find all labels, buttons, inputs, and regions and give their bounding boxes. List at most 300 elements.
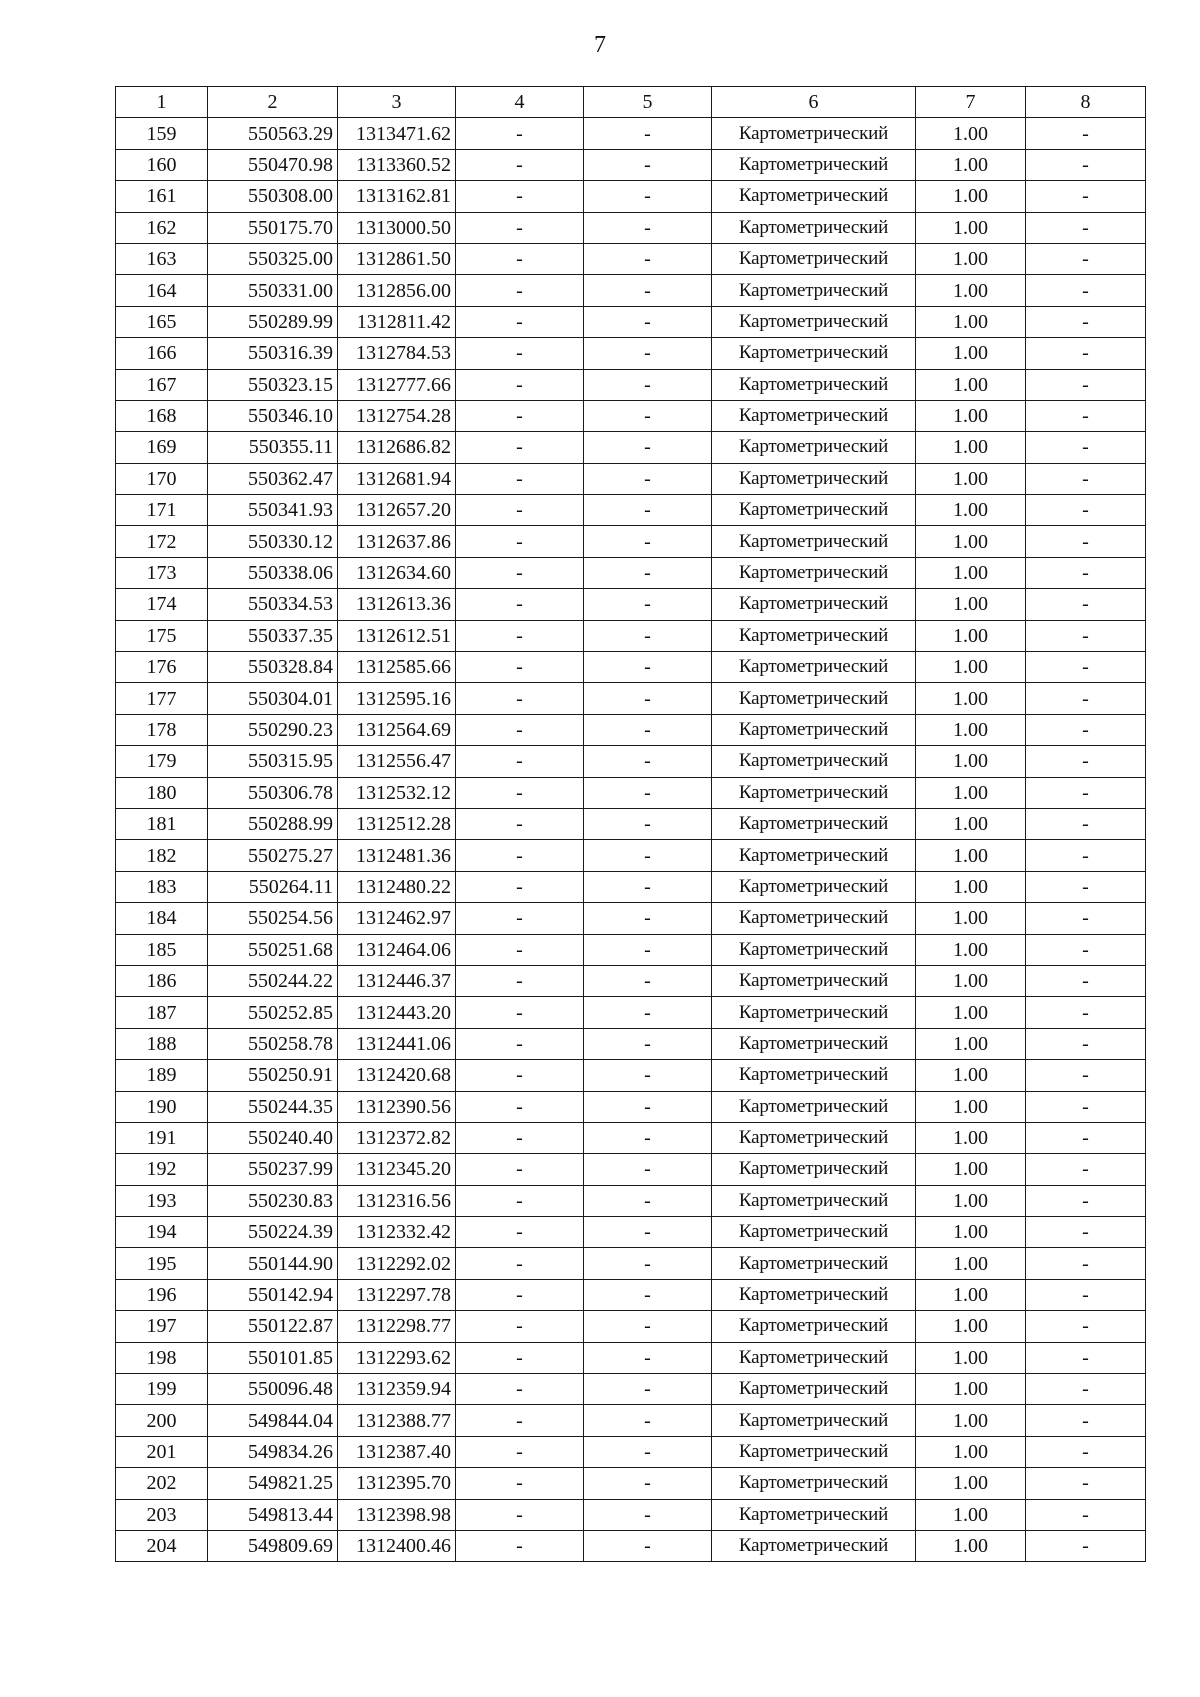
cell-col-8: -	[1026, 463, 1146, 494]
cell-coord-y: 1312681.94	[338, 463, 456, 494]
cell-col-5: -	[584, 463, 712, 494]
column-header-7: 7	[916, 87, 1026, 118]
cell-point-number: 188	[116, 1028, 208, 1059]
cell-point-number: 191	[116, 1122, 208, 1153]
cell-accuracy: 1.00	[916, 1374, 1026, 1405]
cell-col-5: -	[584, 965, 712, 996]
table-row	[116, 777, 1146, 808]
cell-point-number: 173	[116, 557, 208, 588]
table-header	[116, 87, 1146, 118]
cell-method: Картометрический	[712, 369, 916, 400]
cell-col-5: -	[584, 526, 712, 557]
cell-accuracy: 1.00	[916, 746, 1026, 777]
cell-coord-x: 550224.39	[208, 1217, 338, 1248]
cell-col-4: -	[456, 1091, 584, 1122]
table-row	[116, 1342, 1146, 1373]
cell-coord-x: 549821.25	[208, 1468, 338, 1499]
cell-accuracy: 1.00	[916, 1060, 1026, 1091]
cell-coord-x: 550252.85	[208, 997, 338, 1028]
cell-coord-y: 1312400.46	[338, 1530, 456, 1561]
table-row	[116, 1311, 1146, 1342]
cell-coord-x: 550101.85	[208, 1342, 338, 1373]
cell-coord-x: 550289.99	[208, 306, 338, 337]
cell-col-8: -	[1026, 965, 1146, 996]
cell-col-8: -	[1026, 777, 1146, 808]
cell-col-5: -	[584, 181, 712, 212]
cell-accuracy: 1.00	[916, 1217, 1026, 1248]
cell-col-4: -	[456, 1060, 584, 1091]
cell-col-4: -	[456, 1185, 584, 1216]
cell-col-8: -	[1026, 934, 1146, 965]
table-row	[116, 1530, 1146, 1561]
cell-col-8: -	[1026, 526, 1146, 557]
cell-coord-x: 550250.91	[208, 1060, 338, 1091]
cell-col-8: -	[1026, 746, 1146, 777]
cell-point-number: 178	[116, 714, 208, 745]
cell-col-8: -	[1026, 1342, 1146, 1373]
cell-col-4: -	[456, 620, 584, 651]
cell-col-4: -	[456, 432, 584, 463]
cell-col-4: -	[456, 652, 584, 683]
cell-col-4: -	[456, 1530, 584, 1561]
cell-method: Картометрический	[712, 1154, 916, 1185]
cell-coord-x: 550331.00	[208, 275, 338, 306]
cell-col-4: -	[456, 306, 584, 337]
cell-coord-x: 550304.01	[208, 683, 338, 714]
cell-coord-y: 1312372.82	[338, 1122, 456, 1153]
cell-point-number: 161	[116, 181, 208, 212]
cell-coord-y: 1312784.53	[338, 338, 456, 369]
cell-accuracy: 1.00	[916, 652, 1026, 683]
cell-method: Картометрический	[712, 840, 916, 871]
cell-coord-y: 1312443.20	[338, 997, 456, 1028]
cell-coord-y: 1312532.12	[338, 777, 456, 808]
cell-col-4: -	[456, 369, 584, 400]
cell-coord-x: 550258.78	[208, 1028, 338, 1059]
cell-accuracy: 1.00	[916, 1279, 1026, 1310]
table-row	[116, 526, 1146, 557]
cell-point-number: 182	[116, 840, 208, 871]
cell-point-number: 179	[116, 746, 208, 777]
table-row	[116, 243, 1146, 274]
table-row	[116, 149, 1146, 180]
cell-point-number: 177	[116, 683, 208, 714]
cell-coord-y: 1312777.66	[338, 369, 456, 400]
cell-col-5: -	[584, 1091, 712, 1122]
cell-col-8: -	[1026, 432, 1146, 463]
cell-accuracy: 1.00	[916, 557, 1026, 588]
cell-point-number: 170	[116, 463, 208, 494]
table-row	[116, 683, 1146, 714]
cell-method: Картометрический	[712, 432, 916, 463]
cell-method: Картометрический	[712, 275, 916, 306]
table-row	[116, 1185, 1146, 1216]
cell-method: Картометрический	[712, 620, 916, 651]
cell-point-number: 162	[116, 212, 208, 243]
cell-point-number: 181	[116, 808, 208, 839]
cell-point-number: 200	[116, 1405, 208, 1436]
cell-method: Картометрический	[712, 1185, 916, 1216]
cell-accuracy: 1.00	[916, 997, 1026, 1028]
cell-coord-y: 1312446.37	[338, 965, 456, 996]
cell-coord-y: 1312585.66	[338, 652, 456, 683]
cell-col-4: -	[456, 243, 584, 274]
column-header-5: 5	[584, 87, 712, 118]
column-header-6: 6	[712, 87, 916, 118]
cell-col-8: -	[1026, 149, 1146, 180]
cell-col-5: -	[584, 118, 712, 149]
cell-accuracy: 1.00	[916, 1028, 1026, 1059]
cell-col-8: -	[1026, 871, 1146, 902]
cell-coord-y: 1312754.28	[338, 400, 456, 431]
cell-coord-x: 550308.00	[208, 181, 338, 212]
cell-col-4: -	[456, 1154, 584, 1185]
table-row	[116, 1154, 1146, 1185]
cell-point-number: 202	[116, 1468, 208, 1499]
coordinates-table	[115, 86, 1146, 1562]
cell-method: Картометрический	[712, 1248, 916, 1279]
cell-col-4: -	[456, 495, 584, 526]
table-row	[116, 1436, 1146, 1467]
cell-point-number: 180	[116, 777, 208, 808]
cell-coord-y: 1312512.28	[338, 808, 456, 839]
cell-coord-y: 1312441.06	[338, 1028, 456, 1059]
cell-point-number: 196	[116, 1279, 208, 1310]
cell-accuracy: 1.00	[916, 934, 1026, 965]
cell-point-number: 199	[116, 1374, 208, 1405]
cell-col-5: -	[584, 1217, 712, 1248]
cell-method: Картометрический	[712, 746, 916, 777]
cell-coord-x: 550244.35	[208, 1091, 338, 1122]
cell-col-4: -	[456, 1342, 584, 1373]
cell-col-4: -	[456, 1374, 584, 1405]
cell-col-4: -	[456, 1248, 584, 1279]
cell-coord-x: 550563.29	[208, 118, 338, 149]
cell-col-5: -	[584, 149, 712, 180]
cell-coord-x: 550122.87	[208, 1311, 338, 1342]
cell-col-4: -	[456, 1279, 584, 1310]
cell-coord-y: 1313471.62	[338, 118, 456, 149]
table-row	[116, 432, 1146, 463]
cell-accuracy: 1.00	[916, 777, 1026, 808]
cell-coord-y: 1312612.51	[338, 620, 456, 651]
cell-coord-x: 550306.78	[208, 777, 338, 808]
cell-col-8: -	[1026, 808, 1146, 839]
cell-coord-y: 1312556.47	[338, 746, 456, 777]
cell-col-5: -	[584, 1468, 712, 1499]
cell-accuracy: 1.00	[916, 871, 1026, 902]
cell-col-5: -	[584, 1374, 712, 1405]
cell-col-8: -	[1026, 1311, 1146, 1342]
cell-col-5: -	[584, 1405, 712, 1436]
cell-col-4: -	[456, 212, 584, 243]
cell-coord-x: 550142.94	[208, 1279, 338, 1310]
cell-coord-x: 549834.26	[208, 1436, 338, 1467]
cell-coord-x: 550341.93	[208, 495, 338, 526]
cell-point-number: 184	[116, 903, 208, 934]
cell-col-5: -	[584, 777, 712, 808]
cell-coord-x: 550337.35	[208, 620, 338, 651]
cell-accuracy: 1.00	[916, 1342, 1026, 1373]
cell-method: Картометрический	[712, 1468, 916, 1499]
cell-method: Картометрический	[712, 1436, 916, 1467]
cell-point-number: 195	[116, 1248, 208, 1279]
cell-accuracy: 1.00	[916, 903, 1026, 934]
cell-col-8: -	[1026, 1122, 1146, 1153]
cell-point-number: 171	[116, 495, 208, 526]
column-header-2: 2	[208, 87, 338, 118]
column-header-8: 8	[1026, 87, 1146, 118]
cell-accuracy: 1.00	[916, 243, 1026, 274]
cell-accuracy: 1.00	[916, 1248, 1026, 1279]
cell-coord-x: 550315.95	[208, 746, 338, 777]
table-row	[116, 808, 1146, 839]
cell-col-4: -	[456, 1405, 584, 1436]
cell-point-number: 166	[116, 338, 208, 369]
cell-col-4: -	[456, 149, 584, 180]
cell-coord-y: 1313162.81	[338, 181, 456, 212]
cell-coord-y: 1312613.36	[338, 589, 456, 620]
cell-accuracy: 1.00	[916, 118, 1026, 149]
table-row	[116, 495, 1146, 526]
cell-method: Картометрический	[712, 714, 916, 745]
cell-col-4: -	[456, 840, 584, 871]
cell-col-8: -	[1026, 369, 1146, 400]
cell-coord-y: 1312861.50	[338, 243, 456, 274]
cell-col-5: -	[584, 1499, 712, 1530]
cell-coord-y: 1312297.78	[338, 1279, 456, 1310]
cell-accuracy: 1.00	[916, 495, 1026, 526]
cell-coord-y: 1312462.97	[338, 903, 456, 934]
cell-col-8: -	[1026, 1530, 1146, 1561]
cell-col-5: -	[584, 589, 712, 620]
cell-coord-y: 1312856.00	[338, 275, 456, 306]
table-row	[116, 1405, 1146, 1436]
cell-coord-y: 1312316.56	[338, 1185, 456, 1216]
cell-coord-x: 550230.83	[208, 1185, 338, 1216]
cell-col-4: -	[456, 997, 584, 1028]
table-row	[116, 1499, 1146, 1530]
cell-point-number: 189	[116, 1060, 208, 1091]
page-number: 7	[594, 32, 606, 58]
cell-col-4: -	[456, 118, 584, 149]
cell-col-4: -	[456, 903, 584, 934]
cell-accuracy: 1.00	[916, 714, 1026, 745]
cell-coord-x: 550264.11	[208, 871, 338, 902]
cell-col-8: -	[1026, 589, 1146, 620]
cell-col-8: -	[1026, 903, 1146, 934]
cell-col-8: -	[1026, 306, 1146, 337]
cell-col-5: -	[584, 1028, 712, 1059]
table-row	[116, 1374, 1146, 1405]
cell-accuracy: 1.00	[916, 1405, 1026, 1436]
cell-point-number: 185	[116, 934, 208, 965]
cell-coord-y: 1312395.70	[338, 1468, 456, 1499]
cell-method: Картометрический	[712, 306, 916, 337]
cell-col-5: -	[584, 1185, 712, 1216]
cell-accuracy: 1.00	[916, 1311, 1026, 1342]
cell-point-number: 190	[116, 1091, 208, 1122]
cell-col-4: -	[456, 1028, 584, 1059]
table-row	[116, 1028, 1146, 1059]
cell-point-number: 183	[116, 871, 208, 902]
cell-col-8: -	[1026, 1248, 1146, 1279]
cell-coord-y: 1312398.98	[338, 1499, 456, 1530]
cell-col-5: -	[584, 1060, 712, 1091]
cell-point-number: 204	[116, 1530, 208, 1561]
cell-col-4: -	[456, 275, 584, 306]
table-row	[116, 965, 1146, 996]
cell-col-4: -	[456, 808, 584, 839]
cell-coord-x: 550334.53	[208, 589, 338, 620]
cell-col-8: -	[1026, 1468, 1146, 1499]
cell-col-8: -	[1026, 1436, 1146, 1467]
cell-col-5: -	[584, 1154, 712, 1185]
cell-col-5: -	[584, 871, 712, 902]
cell-coord-x: 550175.70	[208, 212, 338, 243]
cell-col-8: -	[1026, 714, 1146, 745]
table-row	[116, 118, 1146, 149]
table-row	[116, 652, 1146, 683]
cell-coord-y: 1312298.77	[338, 1311, 456, 1342]
cell-col-5: -	[584, 652, 712, 683]
cell-method: Картометрический	[712, 1530, 916, 1561]
cell-col-8: -	[1026, 1060, 1146, 1091]
cell-accuracy: 1.00	[916, 181, 1026, 212]
cell-col-8: -	[1026, 400, 1146, 431]
cell-accuracy: 1.00	[916, 683, 1026, 714]
cell-col-5: -	[584, 212, 712, 243]
cell-accuracy: 1.00	[916, 1436, 1026, 1467]
cell-coord-y: 1312464.06	[338, 934, 456, 965]
cell-method: Картометрический	[712, 1342, 916, 1373]
cell-col-4: -	[456, 934, 584, 965]
cell-point-number: 203	[116, 1499, 208, 1530]
cell-col-5: -	[584, 1248, 712, 1279]
cell-col-8: -	[1026, 1405, 1146, 1436]
header-row	[116, 87, 1146, 118]
cell-method: Картометрический	[712, 243, 916, 274]
cell-accuracy: 1.00	[916, 1122, 1026, 1153]
cell-method: Картометрический	[712, 1122, 916, 1153]
cell-col-5: -	[584, 683, 712, 714]
table-row	[116, 275, 1146, 306]
cell-col-4: -	[456, 777, 584, 808]
cell-col-5: -	[584, 275, 712, 306]
cell-method: Картометрический	[712, 338, 916, 369]
table-row	[116, 871, 1146, 902]
cell-col-8: -	[1026, 652, 1146, 683]
cell-coord-y: 1312292.02	[338, 1248, 456, 1279]
table-row	[116, 746, 1146, 777]
cell-point-number: 169	[116, 432, 208, 463]
table-row	[116, 997, 1146, 1028]
cell-point-number: 168	[116, 400, 208, 431]
cell-col-8: -	[1026, 1279, 1146, 1310]
table-row	[116, 934, 1146, 965]
cell-accuracy: 1.00	[916, 589, 1026, 620]
cell-accuracy: 1.00	[916, 149, 1026, 180]
table-row	[116, 1060, 1146, 1091]
cell-col-4: -	[456, 1122, 584, 1153]
cell-col-8: -	[1026, 275, 1146, 306]
cell-accuracy: 1.00	[916, 212, 1026, 243]
cell-col-5: -	[584, 746, 712, 777]
cell-col-8: -	[1026, 1091, 1146, 1122]
cell-method: Картометрический	[712, 463, 916, 494]
cell-method: Картометрический	[712, 557, 916, 588]
cell-coord-y: 1312359.94	[338, 1374, 456, 1405]
cell-accuracy: 1.00	[916, 620, 1026, 651]
cell-col-8: -	[1026, 1499, 1146, 1530]
cell-method: Картометрический	[712, 871, 916, 902]
cell-coord-y: 1312634.60	[338, 557, 456, 588]
cell-col-8: -	[1026, 997, 1146, 1028]
cell-method: Картометрический	[712, 808, 916, 839]
cell-col-8: -	[1026, 1217, 1146, 1248]
cell-col-5: -	[584, 557, 712, 588]
cell-point-number: 193	[116, 1185, 208, 1216]
cell-coord-y: 1313000.50	[338, 212, 456, 243]
table-row	[116, 714, 1146, 745]
cell-accuracy: 1.00	[916, 432, 1026, 463]
cell-col-5: -	[584, 840, 712, 871]
cell-coord-x: 550325.00	[208, 243, 338, 274]
cell-method: Картометрический	[712, 212, 916, 243]
cell-col-8: -	[1026, 557, 1146, 588]
column-header-4: 4	[456, 87, 584, 118]
table-row	[116, 306, 1146, 337]
cell-coord-x: 550275.27	[208, 840, 338, 871]
cell-coord-x: 550144.90	[208, 1248, 338, 1279]
cell-accuracy: 1.00	[916, 965, 1026, 996]
cell-col-8: -	[1026, 1028, 1146, 1059]
cell-coord-x: 550237.99	[208, 1154, 338, 1185]
cell-col-4: -	[456, 526, 584, 557]
cell-coord-x: 550323.15	[208, 369, 338, 400]
cell-col-4: -	[456, 683, 584, 714]
cell-coord-x: 550346.10	[208, 400, 338, 431]
cell-method: Картометрический	[712, 1060, 916, 1091]
cell-col-5: -	[584, 243, 712, 274]
cell-col-5: -	[584, 714, 712, 745]
cell-point-number: 174	[116, 589, 208, 620]
cell-col-5: -	[584, 306, 712, 337]
table-row	[116, 557, 1146, 588]
table-row	[116, 903, 1146, 934]
table-row	[116, 589, 1146, 620]
cell-col-8: -	[1026, 243, 1146, 274]
cell-coord-x: 550240.40	[208, 1122, 338, 1153]
cell-point-number: 198	[116, 1342, 208, 1373]
cell-col-4: -	[456, 965, 584, 996]
cell-method: Картометрический	[712, 1311, 916, 1342]
cell-col-5: -	[584, 1342, 712, 1373]
cell-method: Картометрический	[712, 1091, 916, 1122]
cell-coord-x: 550096.48	[208, 1374, 338, 1405]
cell-coord-y: 1312388.77	[338, 1405, 456, 1436]
cell-coord-y: 1312564.69	[338, 714, 456, 745]
cell-accuracy: 1.00	[916, 526, 1026, 557]
cell-col-5: -	[584, 1279, 712, 1310]
cell-method: Картометрический	[712, 118, 916, 149]
cell-accuracy: 1.00	[916, 463, 1026, 494]
cell-coord-x: 550362.47	[208, 463, 338, 494]
cell-col-4: -	[456, 714, 584, 745]
cell-col-5: -	[584, 903, 712, 934]
table-row	[116, 1217, 1146, 1248]
cell-point-number: 201	[116, 1436, 208, 1467]
